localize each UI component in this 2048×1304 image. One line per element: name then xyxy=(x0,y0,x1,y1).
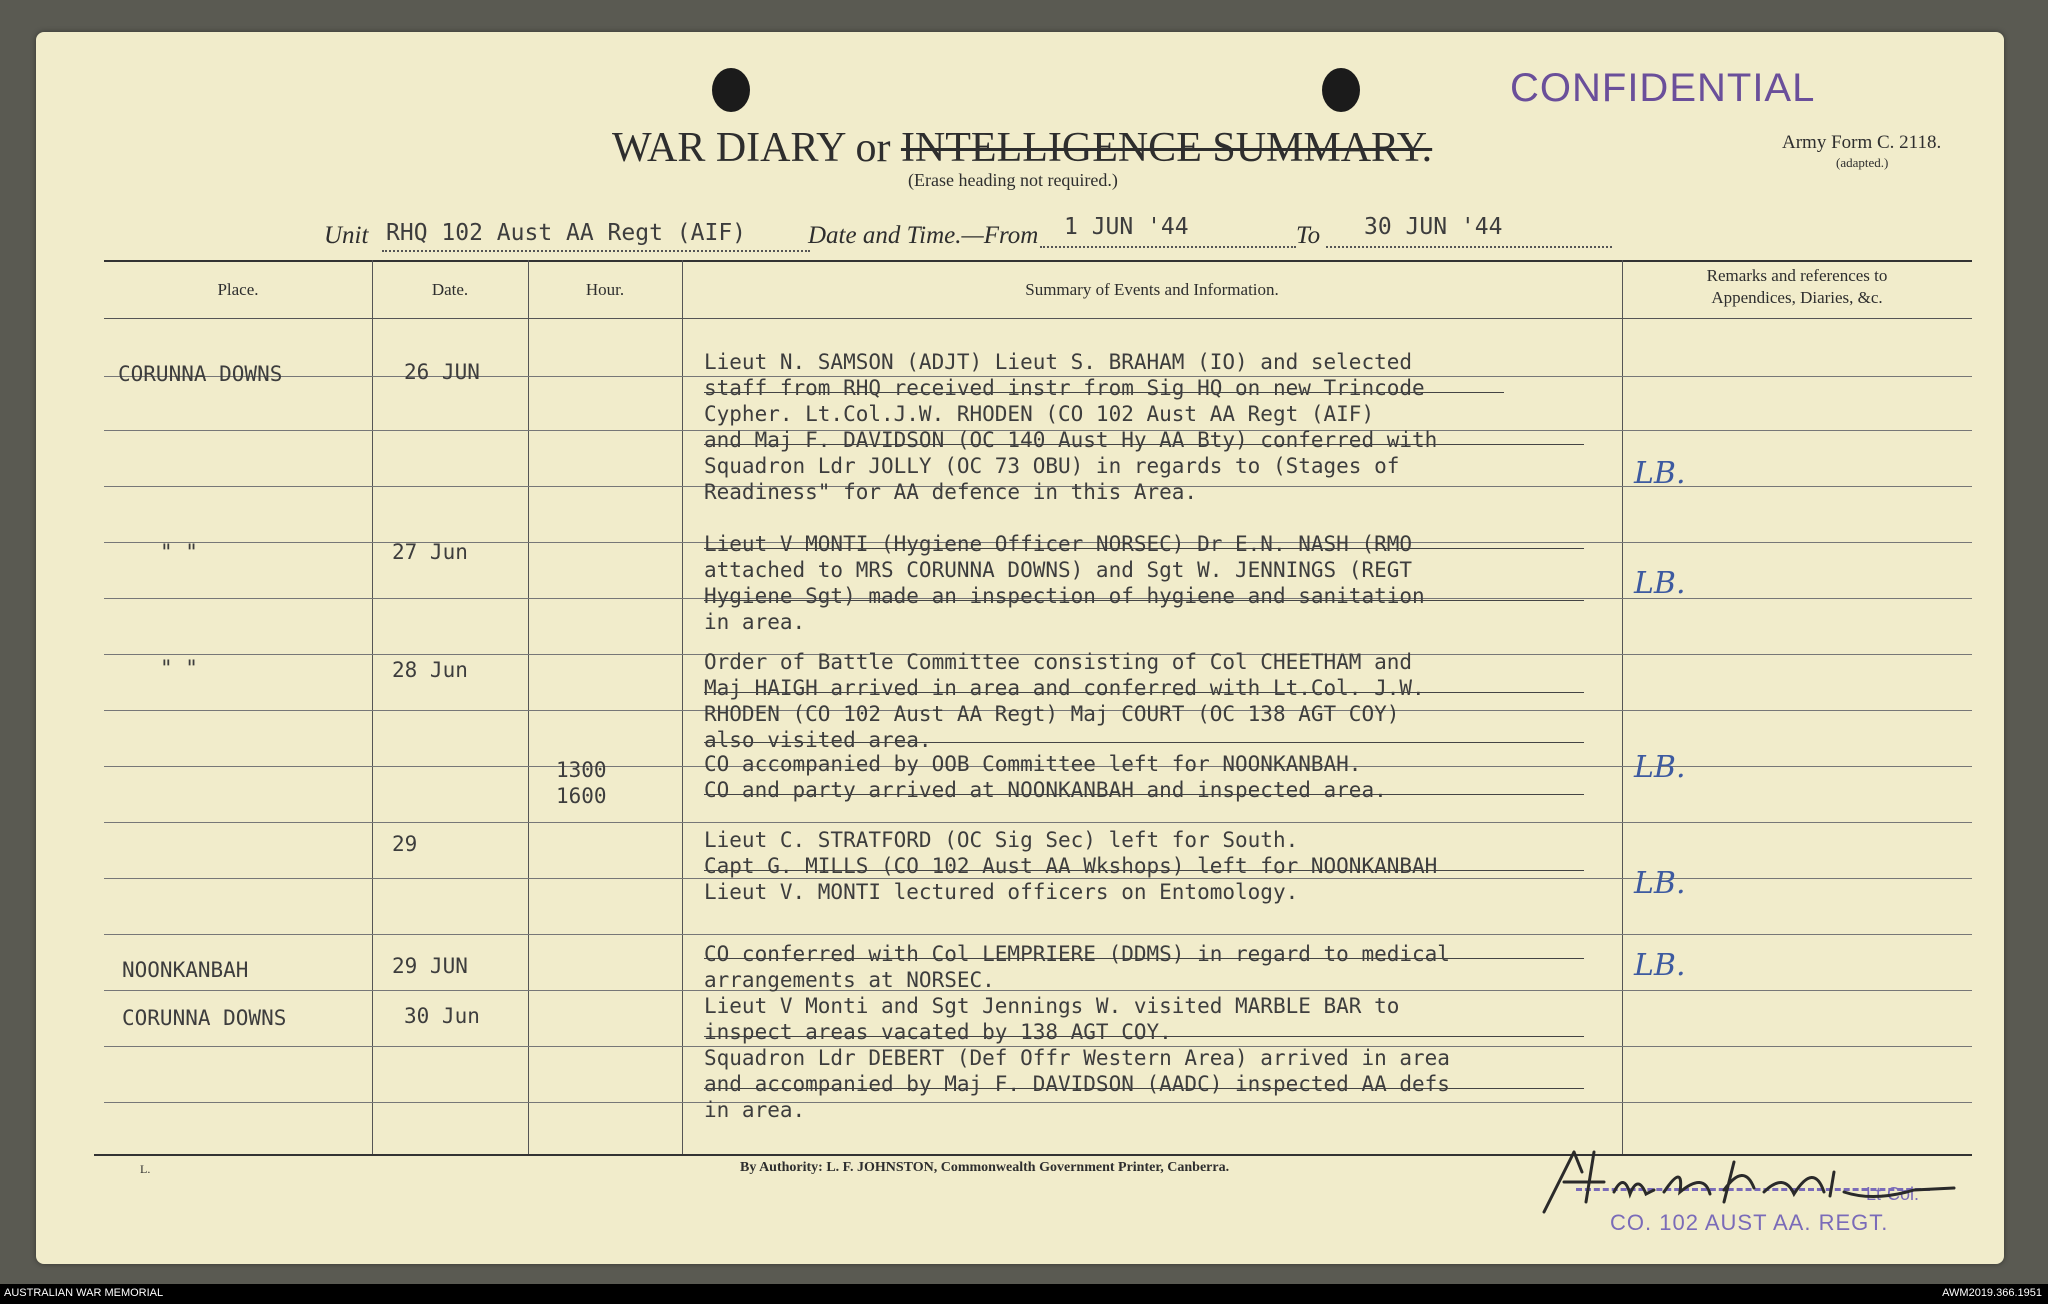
page-title xyxy=(612,124,1432,172)
col-header-hour: Hour. xyxy=(585,280,625,299)
place-cell: CORUNNA DOWNS xyxy=(118,362,283,386)
strike-line xyxy=(704,1036,1584,1037)
summary-line: attached to MRS CORUNNA DOWNS) and Sgt W. JENNINGS (REGT xyxy=(704,558,1413,582)
strike-line xyxy=(704,958,1584,959)
summary-line: in area. xyxy=(704,1098,806,1122)
date-cell: 29 xyxy=(392,832,418,856)
place-cell: NOONKANBAH xyxy=(122,958,249,982)
remarks-initials: LB. xyxy=(1634,566,1686,601)
strike-line xyxy=(704,692,1584,693)
summary-line: Lieut V Monti and Sgt Jennings W. visited MARBLE BAR to xyxy=(704,994,1400,1018)
summary-line: also visited area. xyxy=(704,728,932,752)
date-cell: 27 Jun xyxy=(392,540,468,564)
punch-hole-left xyxy=(712,68,750,112)
strike-line xyxy=(704,794,1584,795)
summary-line: Lieut C. STRATFORD (OC Sig Sec) left for South. xyxy=(704,828,1299,852)
table-top-rule xyxy=(104,260,1972,262)
army-form-label: Army Form C. 2118. xyxy=(1782,132,1942,153)
summary-line: Maj HAIGH arrived in area and conferred with Lt.Col. J.W. xyxy=(704,676,1425,700)
col-divider-hour xyxy=(682,260,683,1154)
place-cell: CORUNNA DOWNS xyxy=(122,1006,287,1030)
summary-line: Squadron Ldr JOLLY (OC 73 OBU) in regards to (Stages of xyxy=(704,454,1400,478)
stamp-unit: CO. 102 AUST AA. REGT. xyxy=(1610,1210,1889,1235)
strike-line xyxy=(704,742,1584,743)
remarks-initials: LB. xyxy=(1634,750,1686,785)
form-rule xyxy=(104,1102,1972,1103)
form-rule xyxy=(104,990,1972,991)
col-header-summary: Summary of Events and Information. xyxy=(1025,280,1279,299)
date-cell: 26 JUN xyxy=(404,360,480,384)
adapted-label: (adapted.) xyxy=(1836,155,1889,170)
date-cell: 28 Jun xyxy=(392,658,468,682)
summary-line: Lieut V. MONTI lectured officers on Entomology. xyxy=(704,880,1299,904)
header-bottom-rule xyxy=(104,318,1972,319)
archive-reference: AWM2019.366.1951 xyxy=(1942,1287,2042,1299)
strike-line xyxy=(704,444,1584,445)
col-header-place: Place. xyxy=(217,280,259,299)
summary-line: in area. xyxy=(704,610,806,634)
signature xyxy=(1534,1132,1974,1222)
col-divider-date xyxy=(528,260,529,1154)
unit-label: Unit xyxy=(324,222,369,249)
diary-page xyxy=(36,32,2004,1264)
summary-line: and Maj F. DAVIDSON (OC 140 Aust Hy AA Bty) conferred with xyxy=(704,428,1438,452)
hour-cell: 1600 xyxy=(556,784,607,808)
col-header-remarks-1: Remarks and references to xyxy=(1706,266,1888,285)
summary-line: CO conferred with Col LEMPRIERE (DDMS) in regard to medical xyxy=(704,942,1450,966)
to-underline xyxy=(1326,246,1612,248)
summary-line: Hygiene Sgt) made an inspection of hygiene and sanitation xyxy=(704,584,1425,608)
col-header-remarks-2: Appendices, Diaries, &c. xyxy=(1711,288,1883,307)
remarks-initials: LB. xyxy=(1634,866,1686,901)
title-struck: INTELLIGENCE SUMMARY. xyxy=(900,125,1433,171)
strike-line xyxy=(704,548,1584,549)
stamp-rank: Lt-Col. xyxy=(1866,1184,1920,1204)
summary-line: inspect areas vacated by 138 AGT COY. xyxy=(704,1020,1172,1044)
from-underline xyxy=(1040,246,1296,248)
summary-line: staff from RHQ received instr from Sig HQ on new Trincode xyxy=(704,376,1425,400)
form-rule xyxy=(104,878,1972,879)
strike-line xyxy=(704,392,1504,393)
summary-line: Capt G. MILLS (CO 102 Aust AA Wkshops) left for NOONKANBAH xyxy=(704,854,1438,878)
summary-line: CO accompanied by OOB Committee left for NOONKANBAH. xyxy=(704,752,1362,776)
place-cell: " " xyxy=(160,656,198,680)
unit-underline xyxy=(382,250,810,252)
summary-line: RHODEN (CO 102 Aust AA Regt) Maj COURT (OC 138 AGT COY) xyxy=(704,702,1400,726)
strike-line xyxy=(704,600,1584,601)
summary-line: Readiness" for AA defence in this Area. xyxy=(704,480,1198,504)
col-header-date: Date. xyxy=(431,280,469,299)
summary-line: CO and party arrived at NOONKANBAH and inspected area. xyxy=(704,778,1387,802)
summary-line: Squadron Ldr DEBERT (Def Offr Western Area) arrived in area xyxy=(704,1046,1450,1070)
col-divider-summary xyxy=(1622,260,1623,1154)
summary-line: Lieut V MONTI (Hygiene Officer NORSEC) Dr E.N. NASH (RMO xyxy=(704,532,1413,556)
to-label: To xyxy=(1296,222,1321,249)
strike-line xyxy=(704,870,1584,871)
strike-line xyxy=(704,1088,1584,1089)
form-rule xyxy=(104,934,1972,935)
place-cell: " " xyxy=(160,540,198,564)
summary-line: and accompanied by Maj F. DAVIDSON (AADC) inspected AA defs xyxy=(704,1072,1450,1096)
punch-hole-right xyxy=(1322,68,1360,112)
col-divider-place xyxy=(372,260,373,1154)
form-rule xyxy=(104,822,1972,823)
remarks-initials: LB. xyxy=(1634,456,1686,491)
archive-name: AUSTRALIAN WAR MEMORIAL xyxy=(4,1287,164,1299)
date-cell: 29 JUN xyxy=(392,954,468,978)
to-value: 30 JUN '44 xyxy=(1364,214,1503,240)
date-cell: 30 Jun xyxy=(404,1004,480,1028)
archive-footer-bar xyxy=(0,1284,2048,1304)
summary-line: Order of Battle Committee consisting of Col CHEETHAM and xyxy=(704,650,1413,674)
summary-line: Lieut N. SAMSON (ADJT) Lieut S. BRAHAM (IO) and selected xyxy=(704,350,1413,374)
confidential-stamp: CONFIDENTIAL xyxy=(1510,66,1816,110)
hour-cell: 1300 xyxy=(556,758,607,782)
erase-note: (Erase heading not required.) xyxy=(908,170,1118,190)
form-l-mark: L. xyxy=(140,1162,151,1176)
title-main: WAR DIARY or xyxy=(612,125,891,171)
from-value: 1 JUN '44 xyxy=(1064,214,1189,240)
summary-line: arrangements at NORSEC. xyxy=(704,968,995,992)
printer-authority: By Authority: L. F. JOHNSTON, Commonwealth Government Printer, Canberra. xyxy=(740,1160,1230,1175)
remarks-initials: LB. xyxy=(1634,948,1686,983)
unit-value: RHQ 102 Aust AA Regt (AIF) xyxy=(386,220,747,246)
summary-line: Cypher. Lt.Col.J.W. RHODEN (CO 102 Aust AA Regt (AIF) xyxy=(704,402,1375,426)
date-label: Date and Time.—From xyxy=(808,222,1039,249)
